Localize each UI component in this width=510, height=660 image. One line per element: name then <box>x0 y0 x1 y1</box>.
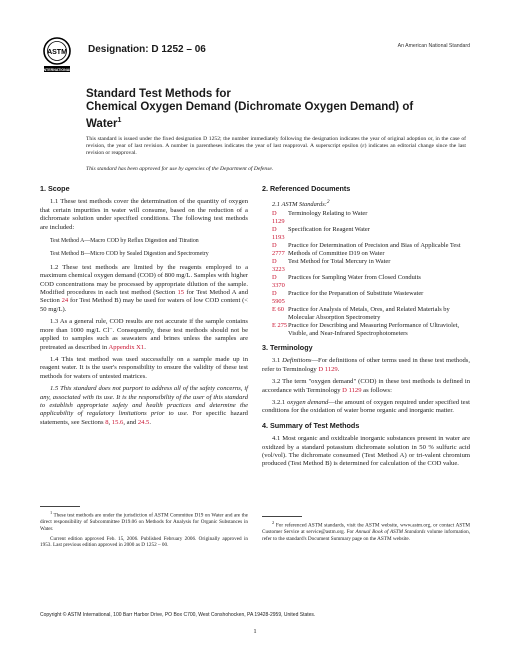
para-4-1: 4.1 Most organic and oxidizable inorganic substances present in water are oxidized by a standard potassium dichromate solution in 50 % sulfuric acid (vol/vol). The dichromate consumed (Test Method A) or tri-valent chromium produced (Test Method B) is determined for calculation of the COD value. <box>262 435 470 468</box>
reference-item: D 1193 Specification for Reagent Water <box>262 226 470 242</box>
title-footnote-mark: 1 <box>117 117 122 124</box>
reference-item: E 60 Practice for Analysis of Metals, Ores, and Related Materials by Molecular Absorption Spectrometry <box>262 306 470 322</box>
astm-standards-intro: 2.1 ASTM Standards:$^2$ <box>272 199 330 209</box>
para-1-3: 1.3 As a general rule, COD results are not accurate if the sample contains more than 1000 mg/L Cl⁻. Consequently, these test methods should not be applied to samples such as seawaters and brines unless the samples are pretreated as described in Appendix X1. <box>40 318 248 351</box>
standard-issue-note: This standard is issued under the fixed designation D 1252; the number immediately following the designation indicates the year of original adoption or, in the case of revision, the year of last revision. A number in parentheses indicates the year of last reapproval. A superscript epsilon (ε) indicates an editorial change since the last revision or reapproval. <box>86 136 466 156</box>
test-method-b: Test Method B—Micro COD by Sealed Digestion and Spectrometry <box>50 251 209 258</box>
link-section-15[interactable]: 15 <box>177 289 185 297</box>
link-d1129[interactable]: D 1129 <box>342 386 362 394</box>
footnotes-right <box>262 520 470 546</box>
para-3-2: 3.2 The term "oxygen demand" (COD) in these test methods is defined in accordance with Terminology D 1129 as follows: <box>262 378 470 394</box>
reference-list <box>262 210 470 338</box>
national-standard-label: An American National Standard <box>397 43 470 49</box>
reference-code-link[interactable]: E 275 <box>272 321 288 329</box>
copyright-notice: Copyright © ASTM International, 100 Barr Harbor Drive, PO Box C700, West Conshohocken, PA 19428-2959, United States. <box>40 612 316 618</box>
astm-logo <box>40 36 74 74</box>
reference-item: D 3370 Practices for Sampling Water from Closed Conduits <box>262 274 470 290</box>
footnote-rule-right <box>262 516 302 517</box>
reference-code-link[interactable]: D 1193 <box>272 225 285 241</box>
link-d1129[interactable]: D 1129 <box>318 365 338 373</box>
reference-code-link[interactable]: D 3370 <box>272 273 285 289</box>
section-summary-heading: 4. Summary of Test Methods <box>262 420 360 430</box>
designation: Designation: D 1252 – 06 <box>88 44 206 55</box>
para-1-5: 1.5 This standard does not purport to address all of the safety concerns, if any, associated with its use. It is the responsibility of the user of this standard to establish appropriate safety and health practices and determine the applicability of regulatory limitations prior to use. For specific hazard statements, see Sections 8, 15.6, and 24.5. <box>40 385 248 426</box>
svg-text:INTERNATIONAL: INTERNATIONAL <box>42 68 72 72</box>
footnote-2-mark: 2 <box>326 199 330 206</box>
reference-item: D 1129 Terminology Relating to Water <box>262 210 470 226</box>
section-scope-heading: 1. Scope <box>40 184 70 193</box>
left-column <box>40 185 248 431</box>
footnote-1-edition: Current edition approved Feb. 15, 2006. Published February 2006. Originally approved in 1953. Last previous edition approved in 2000 as D 1252 – 00. <box>40 535 248 549</box>
reference-code-link[interactable]: E 60 <box>272 305 284 313</box>
reference-code-link[interactable]: D 3223 <box>272 257 285 273</box>
link-section-15-6[interactable]: 15.6 <box>111 418 124 426</box>
reference-item: D 2777 Practice for Determination of Precision and Bias of Applicable Test Methods of Committee D19 on Water <box>262 242 470 258</box>
footnote-rule-left <box>40 506 80 507</box>
reference-code-link[interactable]: D 1129 <box>272 209 285 225</box>
para-3-2-1: 3.2.1 oxygen demand—the amount of oxygen required under specified test conditions for the oxidation of water borne organic and inorganic matter. <box>262 398 470 415</box>
footnote-1: $^1$ These test methods are under the jurisdiction of ASTM Committee D19 on Water and are the direct responsibility of Subcommittee D19.06 on Methods for Analysis for Organic Substances in Water. <box>40 510 248 532</box>
svg-text:ASTM: ASTM <box>47 49 67 56</box>
right-column <box>262 185 470 473</box>
footnotes-left <box>40 510 248 553</box>
title-line-2: Chemical Oxygen Demand (Dichromate Oxygen Demand) of <box>86 101 414 113</box>
test-method-a: Test Method A—Macro COD by Reflux Digestion and Titration <box>50 238 199 245</box>
footnote-2: $^2$ For referenced ASTM standards, visit the ASTM website, www.astm.org, or contact ASTM Customer Service at service@astm.org. For Annual Book of ASTM Standards volume information, refer to the standard's Document Summary page on the ASTM website. <box>262 520 470 542</box>
para-1-4: 1.4 This test method was used successfully on a sample made up in reagent water. It is the user's responsibility to ensure the validity of these test methods for waters of untested matrices. <box>40 355 248 380</box>
section-terminology-heading: 3. Terminology <box>262 342 313 352</box>
title-line-3: Water$^1$ <box>86 117 122 130</box>
reference-code-link[interactable]: D 2777 <box>272 241 285 257</box>
link-section-24-5[interactable]: 24.5 <box>137 418 150 426</box>
title-line-1: Standard Test Methods for <box>86 88 231 100</box>
link-appendix-x1[interactable]: Appendix X1 <box>108 343 145 351</box>
para-3-1: 3.1 Definitions—For definitions of other terms used in these test methods, refer to Terminology D 1129. <box>262 357 471 373</box>
section-referenced-documents-heading: 2. Referenced Documents <box>262 184 351 193</box>
reference-item: D 5905 Practice for the Preparation of Substitute Wastewater <box>262 290 470 306</box>
link-section-8[interactable]: 8 <box>105 418 109 426</box>
link-section-24[interactable]: 24 <box>61 297 69 305</box>
reference-item: D 3223 Test Method for Total Mercury in Water <box>262 258 470 274</box>
reference-code-link[interactable]: D 5905 <box>272 289 285 305</box>
reference-item: E 275 Practice for Describing and Measuring Performance of Ultraviolet, Visible, and Near-Infrared Spectrophotometers <box>262 322 470 338</box>
dod-approval-note: This standard has been approved for use by agencies of the Department of Defense. <box>86 166 274 172</box>
para-1-1: 1.1 These test methods cover the determination of the quantity of oxygen that certain impurities in water will consume, based on the reduction of a dichromate solution under specified conditions. The following test methods are included: <box>40 198 248 231</box>
document-title <box>86 88 466 131</box>
page-number: 1 <box>253 628 257 635</box>
para-1-2: 1.2 These test methods are limited by the reagents employed to a maximum chemical oxygen demand (COD) of 800 mg/L. Samples with higher COD concentrations may be processed by appropriate dilution of the sample. Modified procedures in each test method (Section 15 for Test Method A and Section 24 for Test Method B) may be used for waters of low COD content (< 50 mg/L). <box>40 263 248 313</box>
